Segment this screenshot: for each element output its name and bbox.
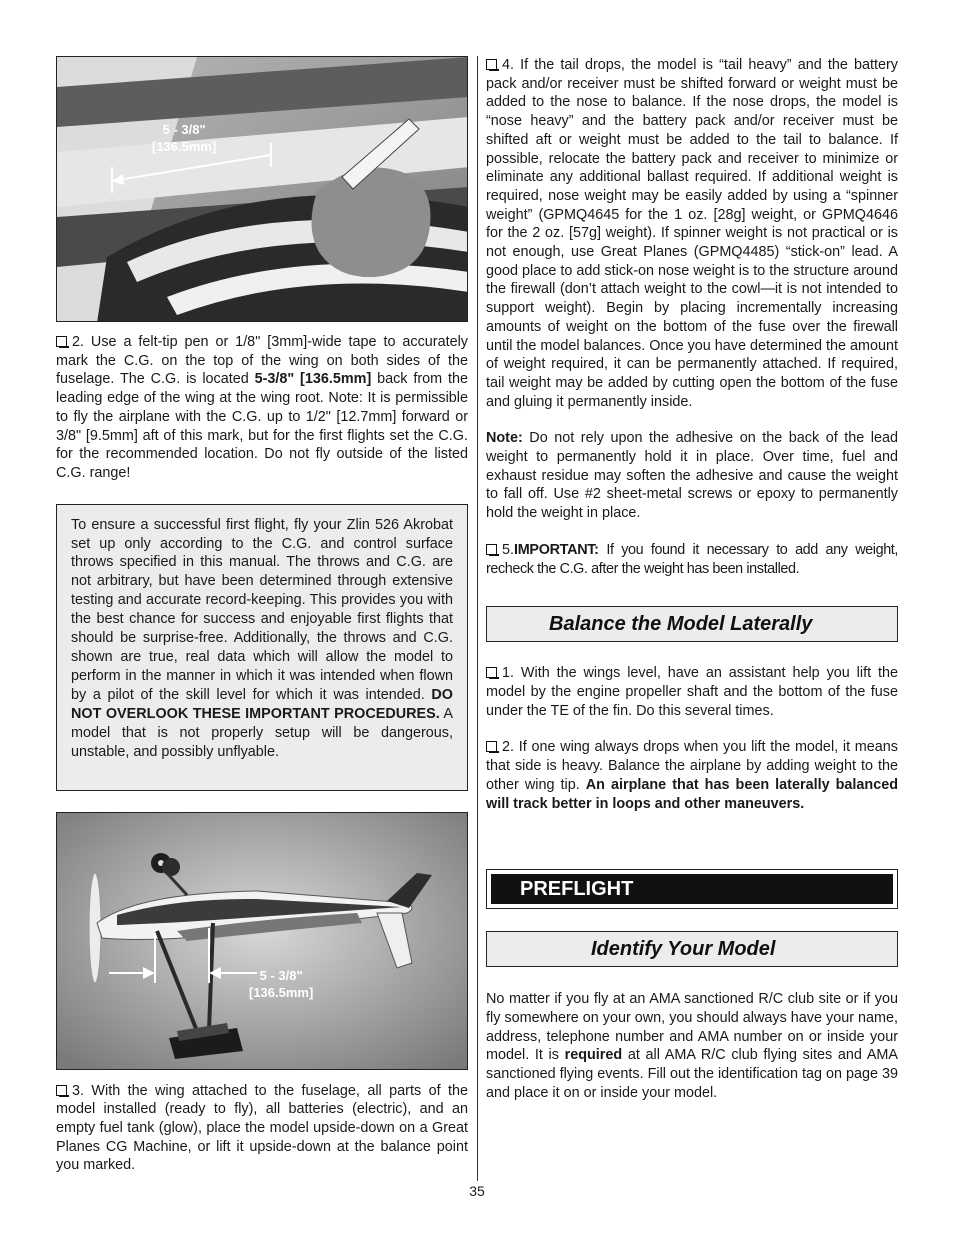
checkbox-icon[interactable] bbox=[486, 667, 497, 678]
note-text-a: To ensure a successful first flight, fly your Zlin 526 Akrobat set up only according to the C.G. and control surface throws specified in this manual. The throws and C.G. are not arbitrary, but have been determined through extensive testing and accurate record-keeping. This provides you with the best chance for success and enjoyable first flights that should be surprise-free. Additionally, the throws and C.G. shown are true, real data which will allow the model to perform in the manner in which it was intended when flown by a pilot of the skill level for which it was intended. bbox=[71, 516, 453, 703]
left-column bbox=[56, 56, 468, 1175]
note-lead-weight-paragraph bbox=[486, 429, 898, 523]
column-divider bbox=[477, 56, 478, 1181]
note-paragraph bbox=[71, 516, 453, 762]
identify-text-a: No matter if you fly at an AMA sanctioned R/C club site or if you fly somewhere on your own, you should always have your name, address, telephone number and AMA number on or inside your model. It is bbox=[486, 991, 898, 1064]
checkbox-icon[interactable] bbox=[486, 741, 497, 752]
photo1-dimension-label bbox=[152, 121, 216, 155]
step-2-paragraph bbox=[56, 333, 468, 483]
checkbox-icon[interactable] bbox=[56, 336, 67, 347]
photo2-dimension-inch: 5 - 3/8" bbox=[259, 967, 303, 983]
heading-identify-model: Identify Your Model bbox=[486, 931, 898, 967]
step-4-paragraph bbox=[486, 56, 898, 411]
photo1-dimension-inch: 5 - 3/8" bbox=[162, 122, 206, 137]
important-note-box bbox=[56, 504, 468, 791]
note-text-b: A model that is not properly setup will be dangerous, unstable, and possibly unflyable. bbox=[71, 705, 453, 760]
step-2-text-a: 2. Use a felt-tip pen or 1/8" [3mm]-wide tape to accurately mark the C.G. on the top of the wing on both sides of the fuselage. The C.G. is located bbox=[56, 334, 468, 388]
lateral-step-2-bold: An airplane that has been laterally balanced will track better in loops and other maneuvers. bbox=[486, 776, 899, 812]
heading-preflight bbox=[486, 869, 898, 909]
step-5-number: 5. bbox=[502, 541, 515, 558]
right-column bbox=[486, 56, 898, 1102]
step-2-bold: 5-3/8" [136.5mm] bbox=[254, 371, 372, 388]
note-lead-weight-text: Do not rely upon the adhesive on the back of the lead weight to permanently hold it in place. Over time, fuel and exhaust residue may soften the adhesive and cause the weight to fall off. Use #2 sheet-metal screws or epoxy to permanently hold the weight in place. bbox=[486, 430, 898, 522]
step-3-text: 3. With the wing attached to the fuselage, all parts of the model installed (ready to fly), all batteries (electric), and an empty fuel tank (glow), place the model upside-down on a Great Planes CG Machine, or lift it upside-down at the balance point you marked. bbox=[56, 1082, 468, 1174]
identify-text-b: at all AMA R/C club flying sites and AMA sanctioned flying events. Fill out the identification tag on page 39 and place it on or inside your model. bbox=[486, 1047, 899, 1101]
lateral-step-1-paragraph bbox=[486, 664, 898, 720]
photo2-dimension-mm: [136.5mm] bbox=[249, 984, 314, 1000]
heading-preflight-label: PREFLIGHT bbox=[491, 874, 893, 904]
checkbox-icon[interactable] bbox=[56, 1085, 67, 1096]
photo-cg-machine bbox=[56, 812, 468, 1070]
wing-photo-illustration bbox=[57, 57, 468, 322]
step-5-paragraph bbox=[486, 541, 898, 578]
checkbox-icon[interactable] bbox=[486, 59, 497, 70]
lateral-step-2-text: 2. If one wing always drops when you lift the model, it means that side is heavy. Balance the airplane by adding weight to the other wing tip. bbox=[486, 739, 898, 793]
step-5-text: If you found it necessary to add any weight, recheck the C.G. after the weight has been installed. bbox=[486, 541, 898, 577]
lateral-step-2-paragraph bbox=[486, 738, 898, 813]
page-number: 35 bbox=[469, 1183, 485, 1199]
photo-wing-cg-marking bbox=[56, 56, 468, 322]
note-label: Note: bbox=[486, 430, 523, 447]
step-3-paragraph bbox=[56, 1082, 468, 1176]
photo1-dimension-mm: [136.5mm] bbox=[152, 139, 217, 154]
checkbox-icon[interactable] bbox=[486, 544, 497, 555]
identify-paragraph bbox=[486, 990, 898, 1102]
step-2-text-b: back from the leading edge of the wing at the wing root. Note: It is permissible to fly the airplane with the C.G. up to 1/2" [12.7mm] forward or 3/8" [9.5mm] aft of this mark, but for the first flights set the C.G. for the recommended location. Do not fly outside of the listed C.G. range! bbox=[56, 371, 468, 481]
heading-balance-laterally: Balance the Model Laterally bbox=[486, 606, 898, 642]
cg-machine-photo-illustration bbox=[57, 813, 468, 1070]
note-bold: DO NOT OVERLOOK THESE IMPORTANT PROCEDURES. bbox=[71, 686, 453, 722]
step-5-bold: IMPORTANT: bbox=[514, 541, 599, 558]
photo2-dimension-label bbox=[249, 967, 313, 1001]
lateral-step-1-text: 1. With the wings level, have an assistant help you lift the model by the engine propeller shaft and the bottom of the fuse under the TE of the fin. Do this several times. bbox=[486, 665, 898, 719]
step-4-text: 4. If the tail drops, the model is “tail heavy” and the battery pack and/or receiver must be shifted forward or weight must be added to the nose to balance. If the nose drops, the model is “nose heavy” and the battery pack and/or receiver must be shifted aft or weight must be added to the tail to balance. If possible, relocate the battery pack and receiver to minimize or eliminate any additional ballast required. If additional weight is required, nose weight may be easily added by using a “spinner weight” (GPMQ4645 for the 1 oz. [28g] weight, or GPMQ4646 for the 2 oz. [57g] weight). If spinner weight is not practical or is not enough, use Great Planes (GPMQ4485) “stick-on” lead. A good place to add stick-on nose weight is to the structure around the firewall (don’t attach weight to the cowl—it is not intended to support weight). Begin by placing incrementally increasing amounts of weight on the bottom of the fuse over the firewall until the model balances. Once you have determined the amount of weight required, it can be permanently attached. If required, tail weight may be added by cutting open the bottom of the fuse and gluing it permanently inside. bbox=[486, 57, 898, 410]
identify-bold: required bbox=[564, 1047, 623, 1064]
